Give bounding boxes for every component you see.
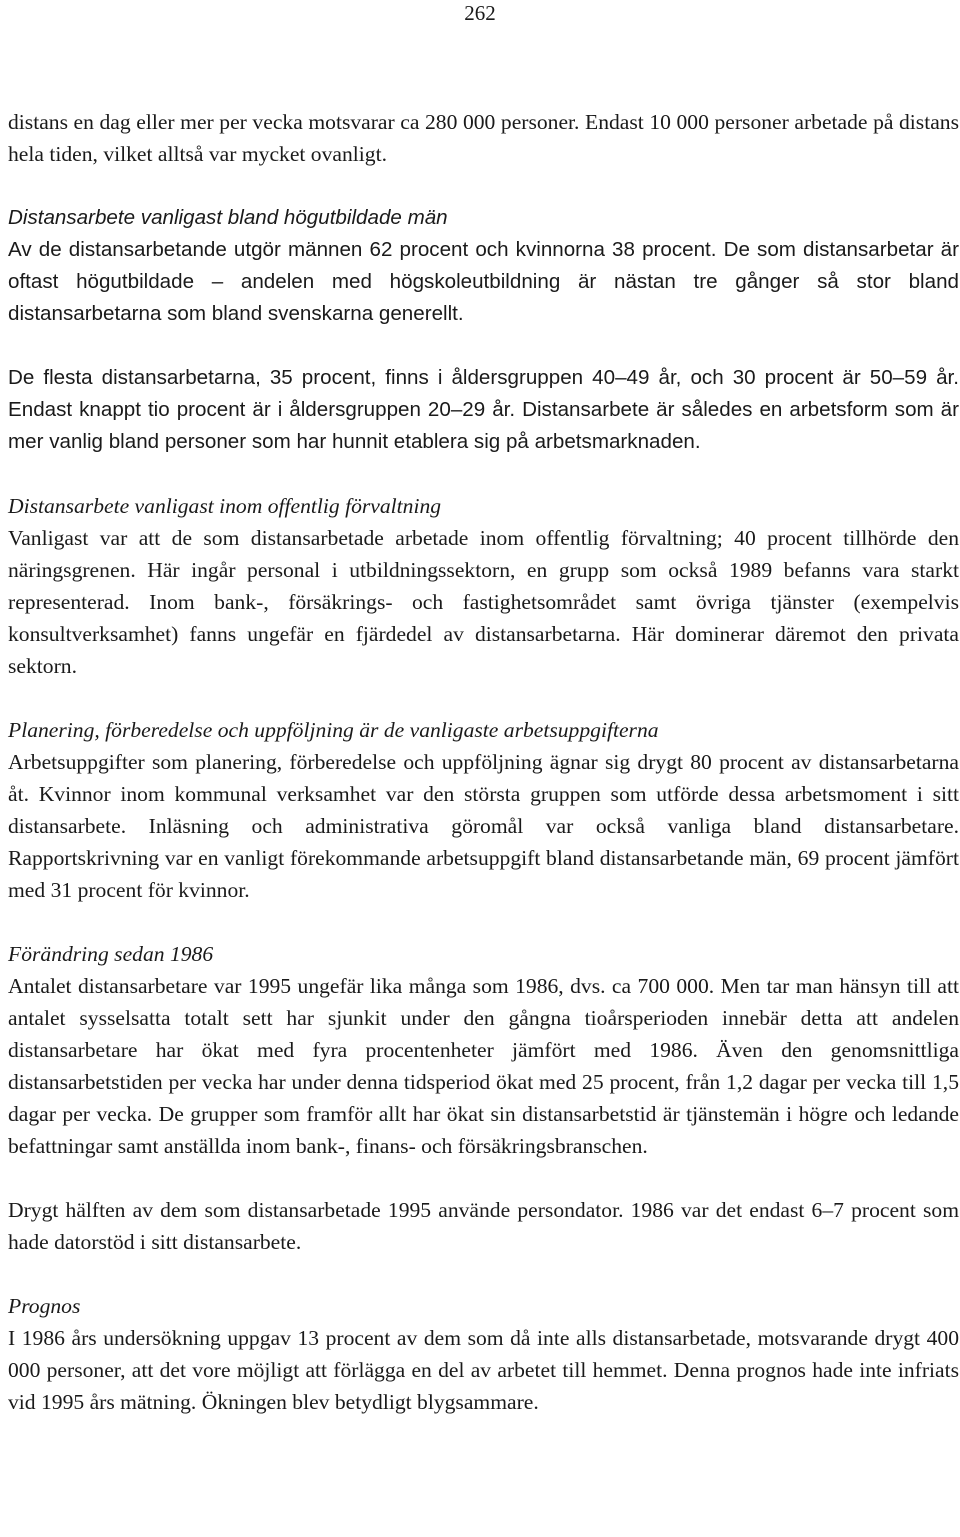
section-paragraph: Av de distansarbetande utgör männen 62 procent och kvinnorna 38 procent. De som distansarbetar är oftast högutbildade – andelen med högskoleutbildning är nästan tre gånger så stor bland distansarbetarna som bland svenskarna generellt. — [8, 238, 959, 325]
section-highly-educated — [8, 202, 959, 458]
section-forecast — [8, 1290, 959, 1418]
section-heading: Planering, förberedelse och uppföljning är de vanligaste arbetsuppgifterna — [8, 718, 659, 742]
section-heading: Förändring sedan 1986 — [8, 942, 214, 966]
section-tasks — [8, 714, 959, 906]
paragraph-gap — [8, 906, 959, 938]
intro-paragraph: distans en dag eller mer per vecka motsvarar ca 280 000 personer. Endast 10 000 personer arbetade på distans hela tiden, vilket alltså var mycket ovanligt. — [8, 110, 959, 166]
page-number: 262 — [464, 1, 496, 25]
section-paragraph: I 1986 års undersökning uppgav 13 procent av dem som då inte alls distansarbetade, motsvarande drygt 400 000 personer, att det vore möjligt att förlägga en del av arbetet till hemmet. Denna prognos hade inte infriats vid 1995 års mätning. Ökningen blev betydligt blygsammare. — [8, 1326, 959, 1414]
paragraph-gap — [8, 330, 959, 362]
paragraph-gap — [8, 1258, 959, 1290]
section-paragraph: De flesta distansarbetarna, 35 procent, finns i åldersgruppen 40–49 år, och 30 procent är 50–59 år. Endast knappt tio procent är i åldersgruppen 20–29 år. Distansarbete är således en arbetsform som är mer vanlig bland personer som har hunnit etablera sig på arbetsmarknaden. — [8, 366, 959, 453]
paragraph-gap — [8, 170, 959, 202]
section-change-since-1986 — [8, 938, 959, 1258]
section-heading: Distansarbete vanligast bland högutbildade män — [8, 206, 448, 229]
paragraph-gap — [8, 458, 959, 490]
paragraph-gap — [8, 682, 959, 714]
paragraph-gap — [8, 1162, 959, 1194]
section-paragraph: Drygt hälften av dem som distansarbetade 1995 använde persondator. 1986 var det endast 6–7 procent som hade datorstöd i sitt distansarbete. — [8, 1198, 959, 1254]
section-heading: Distansarbete vanligast inom offentlig förvaltning — [8, 494, 442, 518]
document-body — [8, 106, 959, 1418]
section-paragraph: Antalet distansarbetare var 1995 ungefär lika många som 1986, dvs. ca 700 000. Men tar man hänsyn till att antalet sysselsatta totalt sett har sjunkit under den gångna tioårsperioden innebär detta att andelen distansarbetare har ökat med fyra procentenheter jämfört med 1986. Även den genomsnittliga distansarbetstiden per vecka har under denna tidsperiod ökat med 25 procent, från 1,2 dagar per vecka till 1,5 dagar per vecka. De grupper som framför allt har ökat sin distansarbetstid är tjänstemän i högre och ledande befattningar samt anställda inom bank-, finans- och försäkringsbranschen. — [8, 974, 959, 1158]
section-heading: Prognos — [8, 1294, 81, 1318]
section-paragraph: Vanligast var att de som distansarbetade arbetade inom offentlig förvaltning; 40 procent tillhörde den näringsgrenen. Här ingår personal i utbildningssektorn, en grupp som också 1989 befanns vara starkt representerad. Inom bank-, försäkrings- och fastighetsområdet samt övriga tjänster (exempelvis konsultverksamhet) fanns ungefär en fjärdedel av distansarbetarna. Här dominerar däremot den privata sektorn. — [8, 526, 959, 678]
section-public-administration — [8, 490, 959, 682]
section-paragraph: Arbetsuppgifter som planering, förberedelse och uppföljning ägnar sig drygt 80 procent av distansarbetarna åt. Kvinnor inom kommunal verksamhet var den största gruppen som utförde dessa arbetsmoment i sitt distansarbete. Inläsning och administrativa göromål var också vanliga bland distansarbetare. Rapportskrivning var en vanligt förekommande arbetsuppgift bland distansarbetande män, 69 procent jämfört med 31 procent för kvinnor. — [8, 750, 959, 902]
